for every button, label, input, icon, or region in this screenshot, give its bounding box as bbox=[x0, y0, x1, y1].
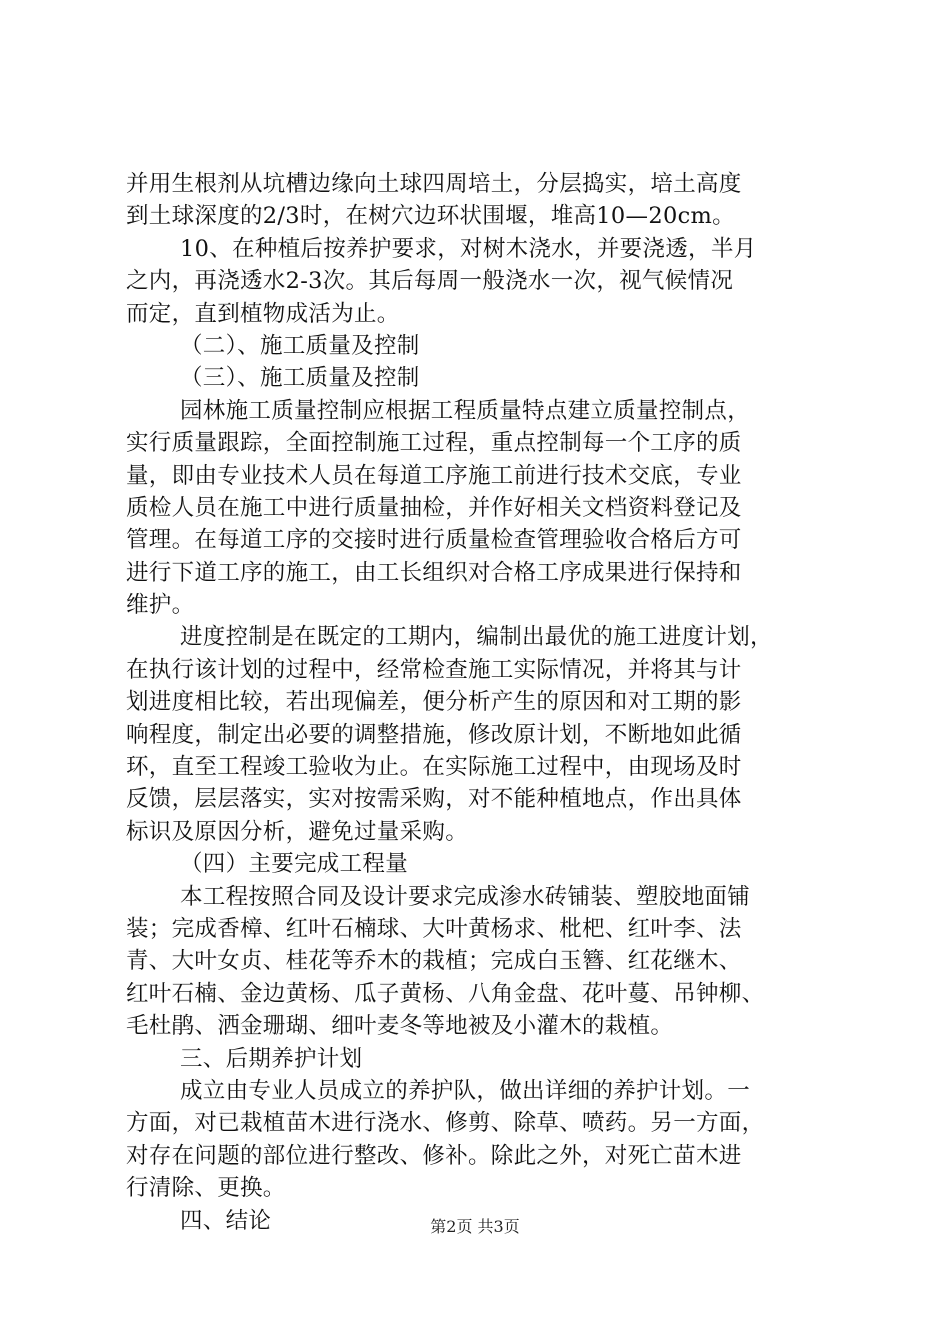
section-heading: 四、结论 bbox=[180, 1207, 272, 1234]
text-line: 维护。 bbox=[126, 592, 195, 619]
section-heading: （四）主要完成工程量 bbox=[180, 851, 409, 878]
text-line: 园林施工质量控制应根据工程质量特点建立质量控制点， bbox=[180, 397, 751, 424]
section-heading: （三）、施工质量及控制 bbox=[180, 365, 420, 392]
text-line: 对存在问题的部位进行整改、修补。除此之外，对死亡苗木进 bbox=[126, 1142, 742, 1169]
text-line: 10、在种植后按养护要求，对树木浇水，并要浇透，半月 bbox=[180, 235, 757, 262]
document-body bbox=[126, 168, 834, 1237]
text-line: 本工程按照合同及设计要求完成渗水砖铺装、塑胶地面铺 bbox=[180, 883, 751, 910]
text-line: 而定，直到植物成活为止。 bbox=[126, 300, 400, 327]
text-line: 方面，对已栽植苗木进行浇水、修剪、除草、喷药。另一方面， bbox=[126, 1110, 765, 1137]
text-line: 到土球深度的2/3时，在树穴边环状围堰，堆高10—20cm。 bbox=[126, 203, 735, 230]
text-line: 标识及原因分析，避免过量采购。 bbox=[126, 818, 469, 845]
text-line: 质检人员在施工中进行质量抽检，并作好相关文档资料登记及 bbox=[126, 494, 742, 521]
text-line: 毛杜鹃、洒金珊瑚、细叶麦冬等地被及小灌木的栽植。 bbox=[126, 1013, 674, 1040]
section-heading: 三、后期养护计划 bbox=[180, 1045, 363, 1072]
text-line: 青、大叶女贞、桂花等乔木的栽植；完成白玉簪、红花继木、 bbox=[126, 948, 742, 975]
text-line: 进度控制是在既定的工期内，编制出最优的施工进度计划， bbox=[180, 624, 773, 651]
text-line: 环，直至工程竣工验收为止。在实际施工过程中，由现场及时 bbox=[126, 754, 742, 781]
text-line: 装；完成香樟、红叶石楠球、大叶黄杨求、枇杷、红叶李、法 bbox=[126, 915, 742, 942]
page-number-footer: 第2页 共3页 bbox=[430, 1217, 520, 1236]
section-heading: （二）、施工质量及控制 bbox=[180, 332, 420, 359]
text-line: 在执行该计划的过程中，经常检查施工实际情况，并将其与计 bbox=[126, 656, 742, 683]
text-line: 反馈，层层落实，实对按需采购，对不能种植地点，作出具体 bbox=[126, 786, 742, 813]
text-line: 并用生根剂从坑槽边缘向土球四周培土，分层捣实，培土高度 bbox=[126, 171, 742, 197]
text-line: 响程度，制定出必要的调整措施，修改原计划，不断地如此循 bbox=[126, 721, 742, 748]
text-line: 行清除、更换。 bbox=[126, 1175, 286, 1202]
text-line: 实行质量跟踪，全面控制施工过程，重点控制每一个工序的质 bbox=[126, 430, 742, 457]
text-line: 成立由专业人员成立的养护队，做出详细的养护计划。一 bbox=[180, 1077, 751, 1104]
text-line: 管理。在每道工序的交接时进行质量检查管理验收合格后方可 bbox=[126, 527, 742, 554]
text-line: 划进度相比较，若出现偏差，便分析产生的原因和对工期的影 bbox=[126, 689, 742, 716]
text-line: 之内，再浇透水2-3次。其后每周一般浇水一次，视气候情况 bbox=[126, 268, 734, 295]
text-line: 进行下道工序的施工，由工长组织对合格工序成果进行保持和 bbox=[126, 559, 742, 586]
text-line: 量，即由专业技术人员在每道工序施工前进行技术交底，专业 bbox=[126, 462, 742, 489]
text-line: 红叶石楠、金边黄杨、瓜子黄杨、八角金盘、花叶蔓、吊钟柳、 bbox=[126, 980, 765, 1007]
